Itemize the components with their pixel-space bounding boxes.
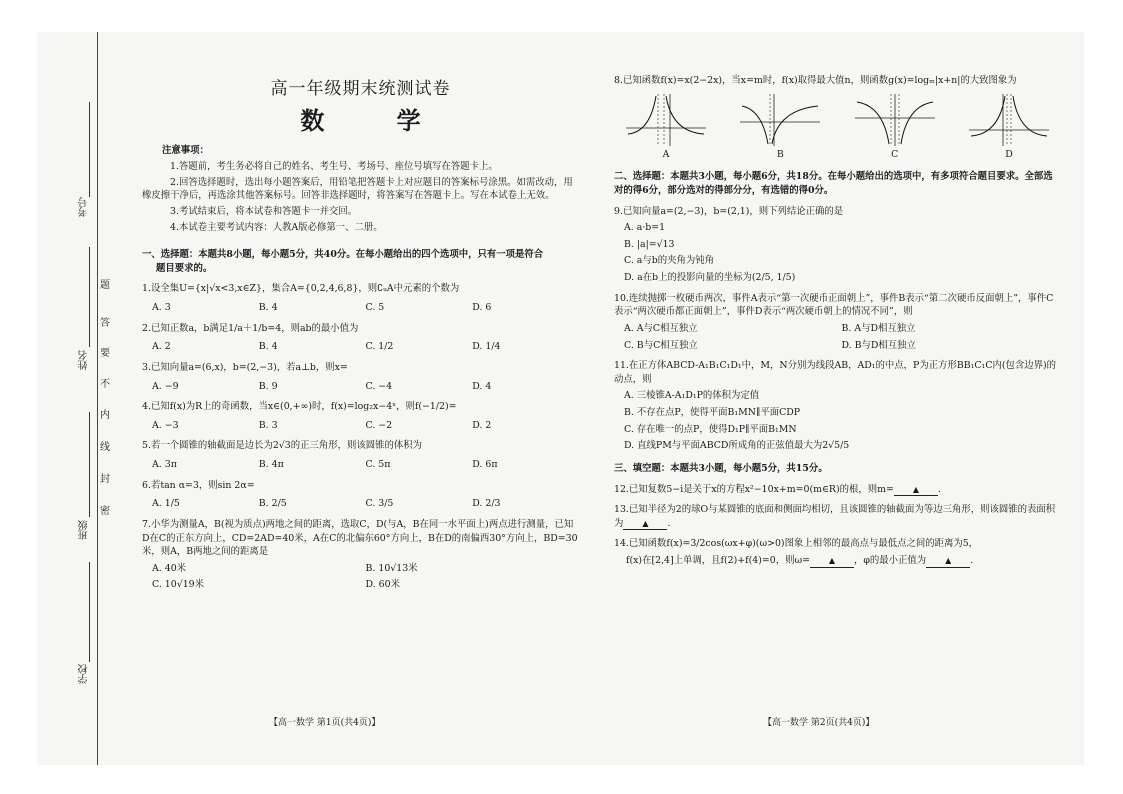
options-row [142,458,579,472]
answer-blank: ▲ [894,484,938,497]
question-stem: 7.小华为测量A，B(视为质点)两地之间的距离，选取C，D(与A，B在同一水平面上)两点进行测量，已知D在C的正东方向上，CD=2AD=40米，A在C的北偏东60°方向上，B在D的南偏西30°方向上，BD=30米，则A，B两地之间的距离是 [142,518,578,558]
options-row [142,340,579,354]
graph-label: B [776,148,784,160]
seal-char: 封 [100,474,110,485]
question-stem: 14.已知函数f(x)=3/2cos(ωx+φ)(ω>0)图象上相邻的最高点与最低点之间的距离为5， [614,538,979,550]
options-row [142,380,579,394]
graph-c-figure [853,92,937,148]
binding-strip [37,32,98,765]
question-8 [614,74,1059,161]
question-7 [142,518,579,592]
question-line2 [614,554,1059,568]
option-c: C. 10√19米 [152,579,205,591]
question-tail: . [970,555,974,566]
graph-options [614,92,1059,162]
graph-a [624,92,708,162]
option-d: D. a在b上的投影向量的坐标为(2/5, 1/5) [624,272,796,283]
question-13 [614,503,1059,530]
option-a: A. 1/5 [152,498,180,510]
option-b: B. A与D相互独立 [841,322,916,334]
option-b: B. 不存在点P，使得平面B₁MN∥平面CDP [624,407,801,418]
options-row [142,419,579,433]
option-d: D. 6 [472,302,492,314]
question-4 [142,400,579,432]
option-c: C. −2 [365,419,393,431]
question-9 [614,205,1059,285]
notice-heading: 注意事项： [162,145,209,157]
option-c: C. a与b的夹角为钝角 [624,255,715,267]
options-row [614,322,1059,336]
options-row [142,301,579,315]
line-class [89,412,90,517]
option-b: B. 10√13米 [365,562,418,574]
question-stem: 6.若tan α=3，则sin 2α= [142,479,255,491]
option-c: C. 存在唯一的点P，使得D₁P∥平面B₁MN [624,423,797,435]
option-b: B. 4π [258,459,284,471]
seal-char: 不 [100,379,110,390]
seal-char: 线 [100,442,110,453]
graph-label: D [1005,148,1013,160]
options-row [142,578,579,592]
option-b: B. 2/5 [258,498,287,510]
question-tail: . [667,517,671,529]
footer-left: 【高一数学 第1页(共4页)】 [269,718,381,728]
answer-blank: ▲ [810,555,854,568]
question-11 [614,359,1059,453]
graph-b-figure [738,92,822,148]
seal-char: 密 [100,506,110,517]
option-a: A. 三棱锥A-A₁D₁P的体积为定值 [624,390,760,402]
option-b: B. 4 [258,341,278,353]
question-stem: 12.已知复数5−i是关于x的方程x²−10x+m=0(m∈R)的根，则m= [614,483,894,495]
graph-c [853,92,937,162]
option-c: C. 5π [365,459,391,471]
section1-heading: 一、选择题：本题共8小题，每小题5分，共40分。在每小题给出的四个选项中，只有一项是符合 [142,249,544,261]
label-exam-no: 考号 [79,197,90,217]
options-row [142,497,579,511]
option-c: C. B与C相互独立 [624,339,698,351]
section3-heading: 三、填空题：本题共3小题，每小题5分，共15分。 [614,462,828,474]
seal-char: 要 [100,348,110,359]
question-stem: 8.已知函数f(x)=x(2−2x)，当x=m时，f(x)取得最大值n，则函数g(x)=logₘ|x+n|的大致图象为 [614,75,1017,86]
option-b: B. 4 [258,302,278,314]
options-row [614,339,1059,353]
graph-label: A [662,148,670,160]
answer-blank: ▲ [926,555,970,568]
option-a: A. a·b=1 [624,222,666,234]
question-mid: ，φ的最小正值为 [853,555,927,566]
option-d: D. 2 [472,419,492,431]
option-c: C. −4 [365,380,393,392]
question-stem: 1.设全集U={x|√x<3,x∈Z}，集合A={0,2,4,6,8}，则∁ᵤA中元素的个数为 [142,283,460,295]
option-d: D. 4 [472,380,492,392]
option-a: A. 3 [152,302,171,314]
option-d: D. 2/3 [472,498,501,510]
label-name: 姓名 [79,350,90,370]
footer-right: 【高一数学 第2页(共4页)】 [763,718,875,728]
option-d: D. 60米 [365,579,400,591]
question-3 [142,361,579,393]
option-c: C. 3/5 [365,498,394,510]
option-d: D. B与D相互独立 [841,339,916,351]
question-tail: . [937,483,941,495]
question-stem: 13.已知半径为2的球O与某圆锥的底面和侧面均相切，且该圆锥的轴截面为等边三角形，则该圆锥的表面积为 [614,504,1056,529]
section2-heading: 二、选择题：本题共3小题，每小题6分，共18分。在每小题给出的选项中，有多项符合题目要求。全部选对的得6分，部分选对的得部分分，有选错的得0分。 [614,171,1053,196]
section1-heading-cont: 题目要求的。 [156,262,213,274]
left-column [142,77,579,592]
question-stem: 10.连续抛掷一枚硬币两次，事件A表示“第一次硬币正面朝上”，事件B表示“第二次硬币反面朝上”，事件C表示“两次硬币都正面朝上”，事件D表示“两次硬币朝上的情况不同”，则 [614,292,1054,318]
question-14 [614,537,1059,567]
option-d: D. 1/4 [472,341,501,353]
exam-sheet [37,32,1084,765]
option-a: A. 40米 [152,562,187,574]
label-school: 学校 [79,664,90,684]
option-b: B. 3 [258,419,278,431]
option-a: A. −3 [152,419,179,431]
option-d: D. 直线PM与平面ABCD所成角的正弦值最大为2√5/5 [624,440,850,452]
notice-item: 2.回答选择题时，选出每小题答案后，用铅笔把答题卡上对应题目的答案标号涂黑。如需改动，用橡皮擦干净后，再选涂其他答案标号。回答非选择题时，将答案写在答题卡上。写在本试卷上无效。 [142,176,573,202]
line-name [89,247,90,347]
option-a: A. 2 [152,341,171,353]
seal-char: 内 [100,410,110,421]
seal-char: 答 [100,318,110,329]
graph-d-figure [967,92,1051,148]
question-2 [142,322,579,354]
graph-d [967,92,1051,162]
graph-a-figure [624,92,708,148]
line-school [89,562,90,662]
option-b: B. 9 [258,380,278,392]
question-6 [142,479,579,511]
answer-blank: ▲ [623,518,667,531]
question-12 [614,483,1059,497]
option-a: A. A与C相互独立 [624,322,698,334]
question-10 [614,292,1059,353]
question-1 [142,282,579,314]
graph-label: C [891,148,899,160]
exam-subject: 数 学 [300,106,453,135]
question-stem: 2.已知正数a，b满足1/a＋1/b=4，则ab的最小值为 [142,322,359,334]
question-stem: 11.在正方体ABCD-A₁B₁C₁D₁中，M，N分别为线段AB，AD₁的中点，P为正方形BB₁C₁C内(包含边界)的动点，则 [614,360,1057,385]
question-stem: 4.已知f(x)为R上的奇函数，当x∈(0,+∞)时，f(x)=log₂x−4ˣ，则f(−1/2)= [142,401,457,413]
option-a: A. 3π [152,459,177,471]
option-c: C. 1/2 [365,341,394,353]
option-a: A. −9 [152,380,179,392]
notice-item: 1.答题前，考生务必将自己的姓名、考生号、考场号、座位号填写在答题卡上。 [170,161,498,173]
right-column [614,74,1059,568]
exam-title: 高一年级期末统测试卷 [270,79,451,99]
seal-char: 题 [100,280,110,291]
question-line2-text: f(x)在[2,4]上单调，且f(2)+f(4)=0，则ω= [626,555,810,566]
option-b: B. |a|=√13 [624,238,675,250]
option-c: C. 5 [365,302,385,314]
question-5 [142,439,579,471]
graph-b [738,92,822,162]
notice-item: 3.考试结束后，将本试卷和答题卡一并交回。 [170,205,358,217]
line-exam-no [89,102,90,197]
question-stem: 5.若一个圆锥的轴截面是边长为2√3的正三角形，则该圆锥的体积为 [142,440,422,452]
option-d: D. 6π [472,459,498,471]
question-stem: 3.已知向量a=(6,x)，b=(2,−3)，若a⊥b，则x= [142,361,348,373]
notice-item: 4.本试卷主要考试内容：人教A版必修第一、二册。 [170,221,383,233]
label-class: 班级 [79,520,90,540]
question-stem: 9.已知向量a=(2,−3)，b=(2,1)，则下列结论正确的是 [614,205,844,217]
options-row [142,562,579,576]
